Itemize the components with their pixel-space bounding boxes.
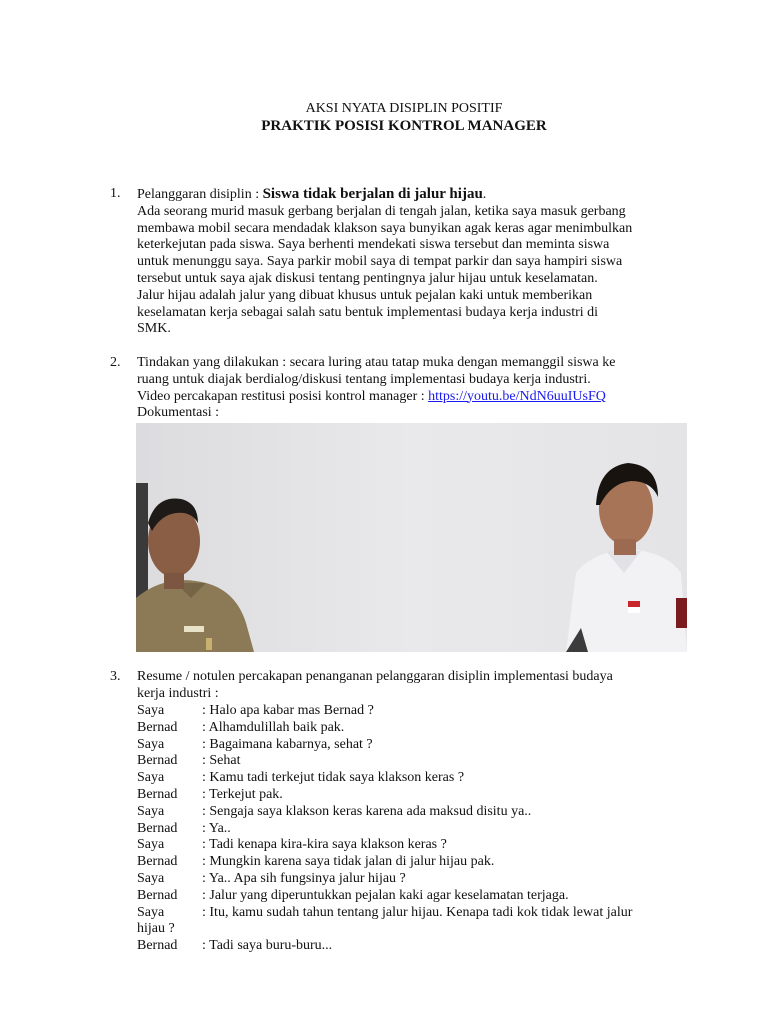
item-1-number: 1. <box>110 186 121 201</box>
item-2-video-line <box>137 389 682 406</box>
documentation-label: Dokumentasi : <box>137 405 220 421</box>
item-2-line: ruang untuk diajak berdialog/diskusi tentang implementasi budaya kerja industri. <box>137 371 591 387</box>
speaker: Bernad <box>137 786 178 802</box>
dialog-line <box>137 854 697 871</box>
photo-illustration <box>136 423 687 652</box>
speaker: Bernad <box>137 938 178 954</box>
item-1-line: Ada seorang murid masuk gerbang berjalan di tengah jalan, ketika saya masuk gerbang <box>137 203 626 219</box>
dialog-line <box>137 888 697 905</box>
item-1-heading <box>137 186 682 204</box>
speaker: Saya <box>137 770 165 786</box>
utterance: : Sengaja saya klakson keras karena ada maksud disitu ya.. <box>202 803 532 819</box>
dialog-line <box>137 703 697 720</box>
utterance: : Alhamdulillah baik pak. <box>202 719 345 735</box>
utterance: : Halo apa kabar mas Bernad ? <box>202 703 374 718</box>
dialog-line <box>137 938 697 955</box>
video-link[interactable]: https://youtu.be/NdN6uuIUsFQ <box>428 388 606 404</box>
speaker: Saya <box>137 904 165 920</box>
item-1 <box>137 186 682 338</box>
utterance: : Bagaimana kabarnya, sehat ? <box>202 736 373 752</box>
dialog-transcript <box>137 703 697 955</box>
utterance: : Ya.. <box>202 820 231 836</box>
item-1-line: tersebut untuk saya ajak diskusi tentang pentingnya jalur hijau untuk keselamatan. <box>137 270 598 286</box>
utterance: : Tadi saya buru-buru... <box>202 938 333 954</box>
utterance: : Mungkin karena saya tidak jalan di jalur hijau pak. <box>202 854 495 870</box>
dialog-line <box>137 821 697 838</box>
speaker: Saya <box>137 837 165 853</box>
speaker: Saya <box>137 870 165 886</box>
utterance: : Jalur yang diperuntukkan pejalan kaki agar keselamatan terjaga. <box>202 887 569 903</box>
document-title: AKSI NYATA DISIPLIN POSITIF <box>305 101 503 116</box>
utterance: : Sehat <box>202 753 241 769</box>
dialog-line-continuation <box>137 921 697 938</box>
speaker: Bernad <box>137 753 178 769</box>
speaker: Saya <box>137 803 165 819</box>
dialog-line <box>137 837 697 854</box>
item-1-line: untuk menunggu saya. Saya parkir mobil saya di tempat parkir dan saya hampiri siswa <box>137 254 623 270</box>
dialog-line <box>137 871 697 888</box>
item-1-line: keselamatan kerja sebagai salah satu bentuk implementasi budaya kerja industri di <box>137 304 599 320</box>
item-1-lead-end: . <box>482 187 487 202</box>
speaker: Bernad <box>137 820 178 836</box>
documentation-photo <box>136 423 687 652</box>
document-subtitle: PRAKTIK POSISI KONTROL MANAGER <box>261 118 547 134</box>
utterance-continuation: hijau ? <box>137 921 175 937</box>
speaker: Bernad <box>137 719 178 735</box>
utterance: : Ya.. Apa sih fungsinya jalur hijau ? <box>202 870 406 886</box>
item-2-number: 2. <box>110 355 121 370</box>
item-1-line: membawa mobil secara mendadak klakson saya bunyikan agak keras agar menimbulkan <box>137 220 633 236</box>
utterance: : Terkejut pak. <box>202 786 283 802</box>
speaker: Bernad <box>137 887 178 903</box>
item-1-line: keterkejutan pada siswa. Saya berhenti mendekati siswa tersebut dan meminta siswa <box>137 237 610 253</box>
item-3-line: Resume / notulen percakapan penanganan pelanggaran disiplin implementasi budaya <box>137 669 613 684</box>
utterance: : Tadi kenapa kira-kira saya klakson keras ? <box>202 837 447 853</box>
item-2-line: Tindakan yang dilakukan : secara luring atau tatap muka dengan memanggil siswa ke <box>137 355 616 370</box>
dialog-line <box>137 720 697 737</box>
item-3 <box>137 669 682 703</box>
dialog-line <box>137 787 697 804</box>
utterance: : Kamu tadi terkejut tidak saya klakson keras ? <box>202 770 465 786</box>
item-3-number: 3. <box>110 669 121 684</box>
item-2 <box>137 355 682 422</box>
dialog-line <box>137 770 697 787</box>
item-1-lead-bold: Siswa tidak berjalan di jalur hijau <box>262 186 483 202</box>
speaker: Saya <box>137 703 165 718</box>
item-1-line: SMK. <box>137 321 171 337</box>
utterance: : Itu, kamu sudah tahun tentang jalur hijau. Kenapa tadi kok tidak lewat jalur <box>202 904 633 920</box>
dialog-line <box>137 737 697 754</box>
dialog-line <box>137 753 697 770</box>
item-1-line: Jalur hijau adalah jalur yang dibuat khusus untuk pejalan kaki untuk memberikan <box>137 287 593 303</box>
video-label: Video percakapan restitusi posisi kontrol manager : <box>137 388 429 404</box>
dialog-line <box>137 804 697 821</box>
item-1-lead: Pelanggaran disiplin : <box>137 187 263 202</box>
item-3-line: kerja industri : <box>137 685 219 701</box>
speaker: Bernad <box>137 854 178 870</box>
dialog-line <box>137 905 697 922</box>
speaker: Saya <box>137 736 165 752</box>
